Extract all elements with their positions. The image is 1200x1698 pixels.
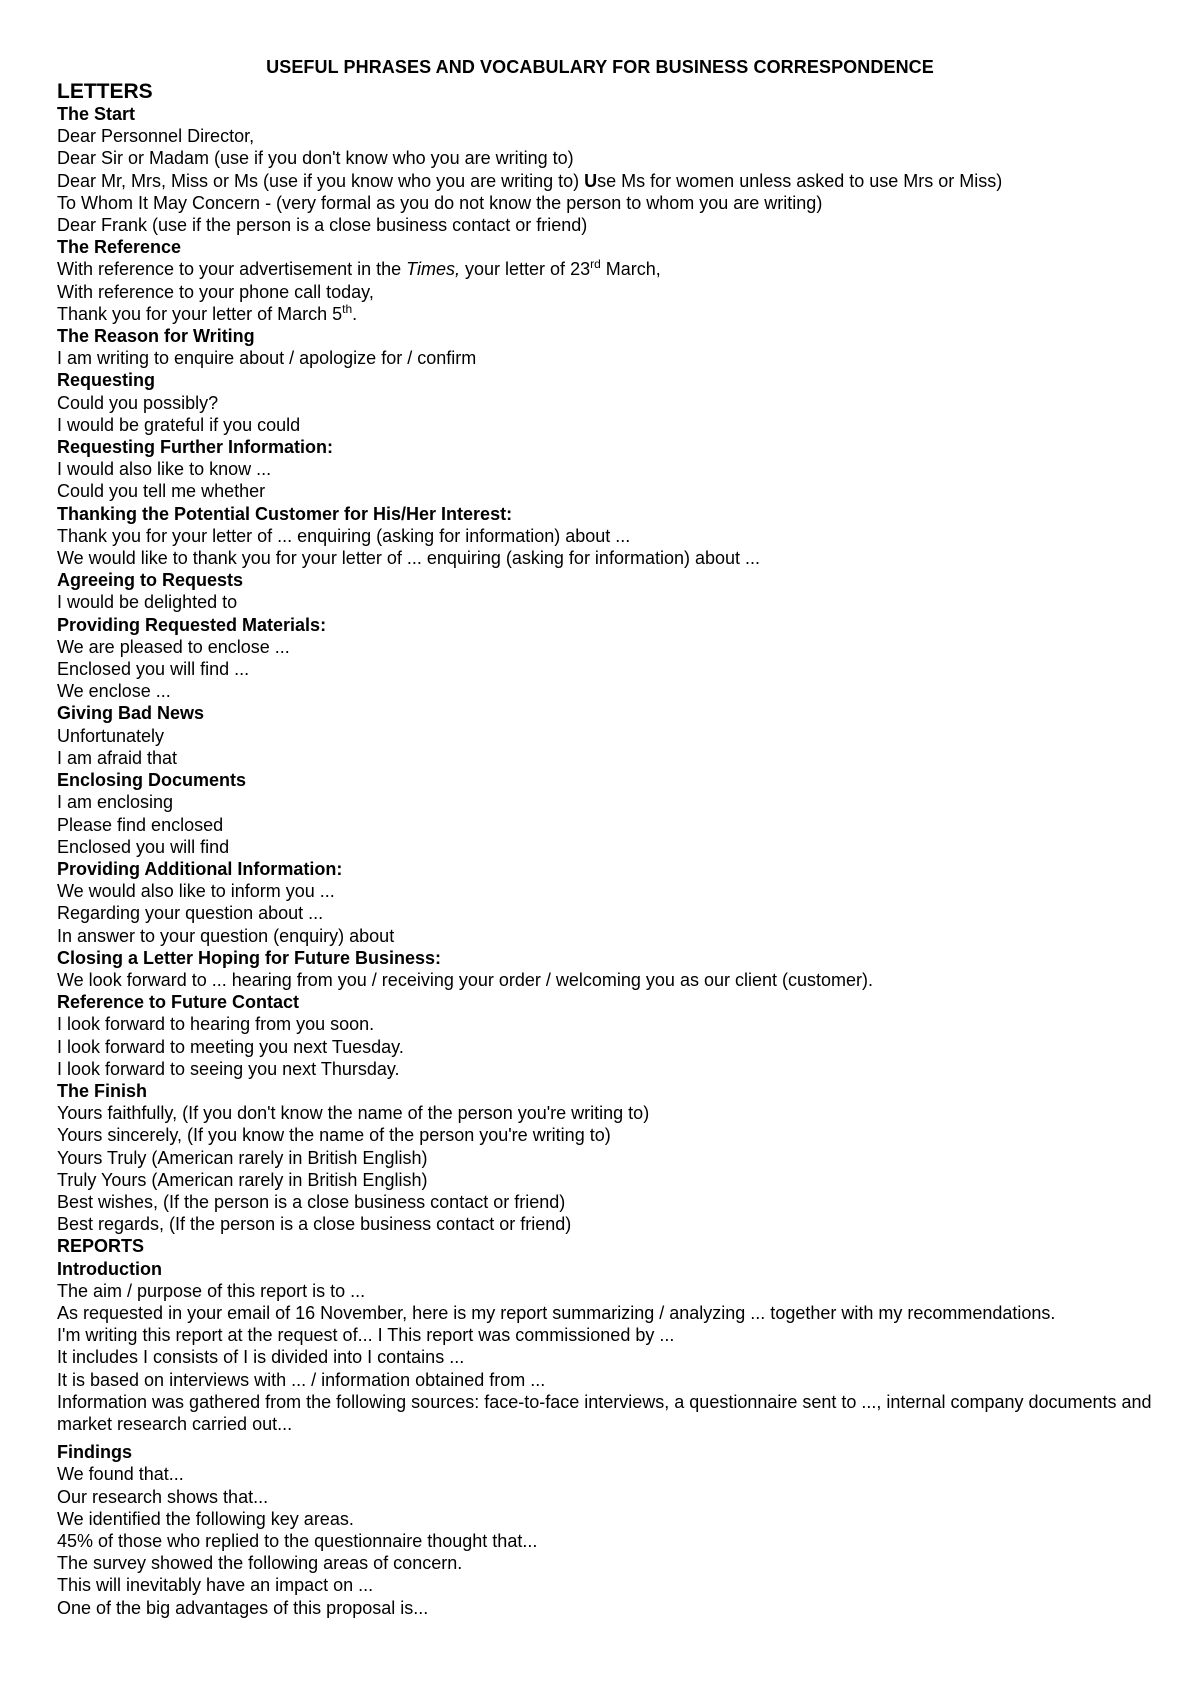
phrase-line (57, 170, 1160, 192)
subheading-agreeing-to-requests: Agreeing to Requests (57, 570, 244, 591)
phrase-line: Enclosed you will find ... (57, 659, 250, 680)
phrase-line (57, 258, 1160, 280)
phrase-line: I would be delighted to (57, 592, 238, 613)
subheading-requesting-further-information: Requesting Further Information: (57, 437, 333, 458)
phrase-line: We look forward to ... hearing from you / receiving your order / welcoming you as our client (customer). (57, 969, 874, 990)
phrase-text: Dear Mr, Mrs, Miss or Ms (use if you know who you are writing to) (57, 170, 585, 191)
phrase-line: It includes I consists of I is divided into I contains ... (57, 1347, 465, 1368)
phrase-line: Regarding your question about ... (57, 903, 324, 924)
phrase-line: I am afraid that (57, 747, 178, 768)
subheading-requesting: Requesting (57, 370, 156, 391)
phrase-line: We enclose ... (57, 681, 171, 702)
phrase-line: I look forward to hearing from you soon. (57, 1014, 375, 1035)
phrase-line: Dear Personnel Director, (57, 126, 255, 147)
phrase-text: . (352, 303, 358, 324)
phrase-line: I look forward to meeting you next Tuesday. (57, 1036, 404, 1057)
phrase-line: Dear Frank (use if the person is a close business contact or friend) (57, 215, 588, 236)
phrase-line: Could you tell me whether (57, 481, 266, 502)
phrase-line: One of the big advantages of this proposal is... (57, 1597, 429, 1618)
section-heading-reports: REPORTS (57, 1236, 145, 1257)
phrase-line: We are pleased to enclose ... (57, 636, 290, 657)
subheading-giving-bad-news: Giving Bad News (57, 703, 205, 724)
phrase-line: I am enclosing (57, 792, 174, 813)
ordinal-suffix: th (342, 301, 353, 316)
document-title: USEFUL PHRASES AND VOCABULARY FOR BUSINESS CORRESPONDENCE (266, 57, 934, 77)
phrase-line: Yours Truly (American rarely in British English) (57, 1147, 428, 1168)
phrase-line: The aim / purpose of this report is to ... (57, 1280, 366, 1301)
phrase-line: Dear Sir or Madam (use if you don't know who you are writing to) (57, 148, 574, 169)
phrase-line: 45% of those who replied to the questionnaire thought that... (57, 1531, 538, 1551)
phrase-line: Please find enclosed (57, 814, 224, 835)
subheading-enclosing-documents: Enclosing Documents (57, 770, 247, 791)
phrase-line: This will inevitably have an impact on ... (57, 1575, 374, 1596)
subheading-future-contact: Reference to Future Contact (57, 992, 300, 1013)
phrase-line: Best wishes, (If the person is a close business contact or friend) (57, 1191, 566, 1212)
phrase-line: As requested in your email of 16 November, here is my report summarizing / analyzing ... together with my recommendations. (57, 1302, 1056, 1323)
section-heading-letters: LETTERS (57, 80, 153, 103)
phrase-line: Yours faithfully, (If you don't know the name of the person you're writing to) (57, 1103, 650, 1124)
subheading-findings: Findings (57, 1442, 132, 1463)
phrase-text-italic: Times, (406, 259, 461, 280)
phrase-line: Thank you for your letter of ... enquiring (asking for information) about ... (57, 525, 631, 546)
phrase-line: I am writing to enquire about / apologize for / confirm (57, 348, 477, 369)
phrase-line: I would be grateful if you could (57, 414, 301, 435)
subheading-providing-requested-materials: Providing Requested Materials: (57, 614, 327, 635)
phrase-line: In answer to your question (enquiry) about (57, 925, 395, 946)
subheading-introduction: Introduction (57, 1258, 162, 1279)
phrase-line: It is based on interviews with ... / information obtained from ... (57, 1369, 546, 1390)
phrase-line: Unfortunately (57, 725, 165, 746)
phrase-line: Yours sincerely, (If you know the name of the person you're writing to) (57, 1125, 611, 1146)
phrase-text: se Ms for women unless asked to use Mrs or Miss) (597, 170, 1003, 191)
phrase-line: I'm writing this report at the request of... I This report was commissioned by ... (57, 1325, 675, 1346)
phrase-line: Enclosed you will find (57, 836, 230, 857)
phrase-text: March, (600, 259, 661, 280)
phrase-line: Information was gathered from the following sources: face-to-face interviews, a questionnaire sent to ..., internal company documents and market research carried out... (57, 1391, 1152, 1434)
ordinal-suffix: rd (590, 257, 601, 272)
phrase-line: I look forward to seeing you next Thursday. (57, 1058, 400, 1079)
phrase-line: I would also like to know ... (57, 459, 272, 480)
phrase-line: To Whom It May Concern - (very formal as you do not know the person to whom you are writing) (57, 192, 823, 213)
subheading-closing-letter: Closing a Letter Hoping for Future Business: (57, 947, 442, 968)
phrase-line: The survey showed the following areas of concern. (57, 1553, 463, 1574)
phrase-line (57, 303, 1160, 325)
phrase-line: We identified the following key areas. (57, 1508, 354, 1529)
subheading-reason-for-writing: The Reason for Writing (57, 326, 255, 347)
subheading-the-reference: The Reference (57, 237, 182, 258)
subheading-thanking-customer: Thanking the Potential Customer for His/Her Interest: (57, 503, 513, 524)
phrase-line: With reference to your phone call today, (57, 281, 374, 302)
phrase-line: We would also like to inform you ... (57, 881, 335, 902)
phrase-line: Could you possibly? (57, 392, 219, 413)
phrase-text: With reference to your advertisement in the (57, 259, 407, 280)
phrase-text-bold: U (584, 170, 598, 191)
phrase-line: We found that... (57, 1464, 184, 1485)
subheading-the-finish: The Finish (57, 1080, 147, 1101)
phrase-text: your letter of 23 (460, 259, 591, 280)
subheading-providing-additional-information: Providing Additional Information: (57, 858, 343, 879)
subheading-the-start: The Start (57, 104, 136, 124)
phrase-line: Best regards, (If the person is a close business contact or friend) (57, 1214, 572, 1235)
phrase-line: Truly Yours (American rarely in British English) (57, 1169, 428, 1190)
phrase-line: We would like to thank you for your letter of ... enquiring (asking for information) about ... (57, 548, 761, 569)
phrase-text: Thank you for your letter of March 5 (57, 303, 343, 324)
phrase-line: Our research shows that... (57, 1486, 269, 1507)
